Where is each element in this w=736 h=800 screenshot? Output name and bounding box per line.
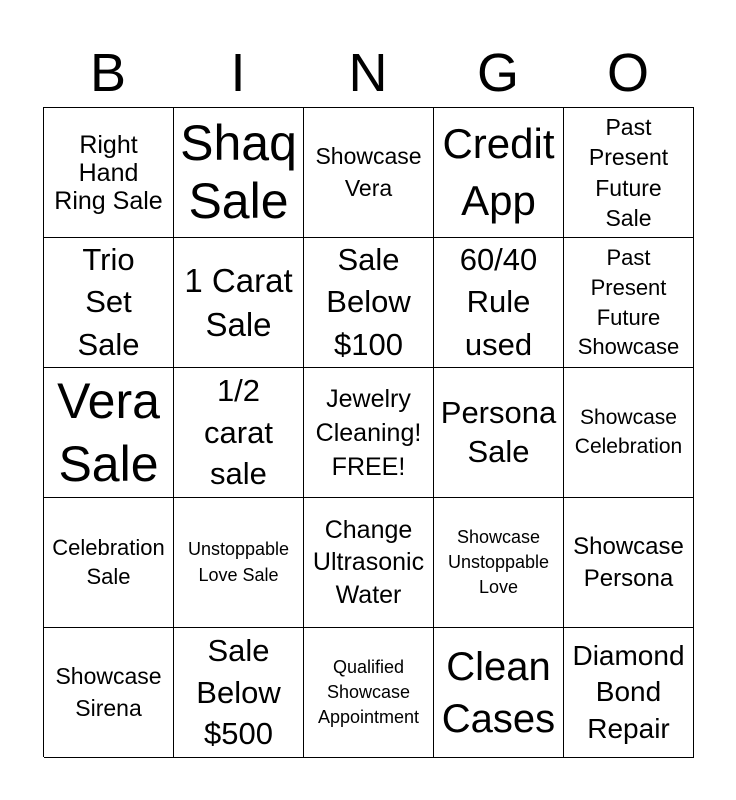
cell-label: Persona Sale bbox=[440, 394, 557, 469]
bingo-cell[interactable] bbox=[434, 498, 564, 628]
bingo-cell[interactable] bbox=[44, 628, 174, 758]
cell-label: Showcase Sirena bbox=[55, 663, 162, 721]
cell-label: Vera Sale bbox=[57, 373, 160, 492]
bingo-cell[interactable] bbox=[564, 108, 694, 238]
cell-label: Past Present Future Showcase bbox=[577, 244, 680, 360]
cell-label: Shaq Sale bbox=[180, 115, 297, 229]
cell-label: Showcase Unstoppable Love bbox=[447, 527, 550, 597]
header-letter-i: I bbox=[230, 43, 246, 103]
cell-label: 1 Carat Sale bbox=[184, 261, 293, 343]
bingo-cell[interactable] bbox=[304, 498, 434, 628]
header-letter-g: G bbox=[476, 43, 519, 103]
cell-label: Sale Below $100 bbox=[326, 242, 411, 362]
bingo-cell[interactable] bbox=[564, 628, 694, 758]
cell-label: Showcase Persona bbox=[573, 533, 684, 592]
bingo-cell[interactable] bbox=[304, 108, 434, 238]
bingo-cell[interactable] bbox=[434, 108, 564, 238]
cell-label: 60/40 Rule used bbox=[459, 242, 538, 362]
bingo-header bbox=[43, 38, 693, 108]
bingo-cell[interactable] bbox=[44, 368, 174, 498]
bingo-cell[interactable] bbox=[174, 108, 304, 238]
bingo-cell[interactable] bbox=[174, 238, 304, 368]
bingo-cell[interactable] bbox=[174, 498, 304, 628]
cell-label: Clean Cases bbox=[441, 644, 556, 741]
header-letter-b: B bbox=[89, 43, 127, 103]
bingo-cell[interactable] bbox=[304, 368, 434, 498]
bingo-cell[interactable] bbox=[304, 238, 434, 368]
cell-label: Showcase Celebration bbox=[574, 405, 683, 458]
bingo-cell[interactable] bbox=[44, 238, 174, 368]
header-letter-n: N bbox=[348, 43, 388, 103]
cell-label: Right Hand Ring Sale bbox=[54, 130, 163, 215]
cell-label: Unstoppable Love Sale bbox=[187, 539, 290, 585]
bingo-cell[interactable] bbox=[434, 368, 564, 498]
bingo-cell[interactable] bbox=[44, 498, 174, 628]
bingo-cell[interactable] bbox=[304, 628, 434, 758]
bingo-cell[interactable] bbox=[434, 628, 564, 758]
cell-label: Qualified Showcase Appointment bbox=[317, 656, 420, 728]
bingo-cell[interactable] bbox=[44, 108, 174, 238]
cell-label: Showcase Vera bbox=[315, 143, 422, 201]
bingo-board bbox=[43, 107, 694, 757]
cell-label: Trio Set Sale bbox=[77, 242, 140, 362]
cell-label: Celebration Sale bbox=[52, 534, 165, 589]
header-letter-o: O bbox=[606, 43, 649, 103]
bingo-cell[interactable] bbox=[564, 238, 694, 368]
cell-label: Credit App bbox=[442, 119, 555, 224]
cell-label: Change Ultrasonic Water bbox=[312, 515, 425, 609]
bingo-cell[interactable] bbox=[174, 628, 304, 758]
cell-label: Diamond Bond Repair bbox=[572, 639, 685, 744]
bingo-cell[interactable] bbox=[564, 368, 694, 498]
cell-label: Jewelry Cleaning! FREE! bbox=[315, 384, 422, 481]
bingo-cell[interactable] bbox=[564, 498, 694, 628]
bingo-cell[interactable] bbox=[434, 238, 564, 368]
bingo-cell[interactable] bbox=[174, 368, 304, 498]
cell-label: Past Present Future Sale bbox=[588, 113, 669, 231]
cell-label: 1/2 carat sale bbox=[204, 373, 273, 492]
cell-label: Sale Below $500 bbox=[196, 633, 281, 752]
